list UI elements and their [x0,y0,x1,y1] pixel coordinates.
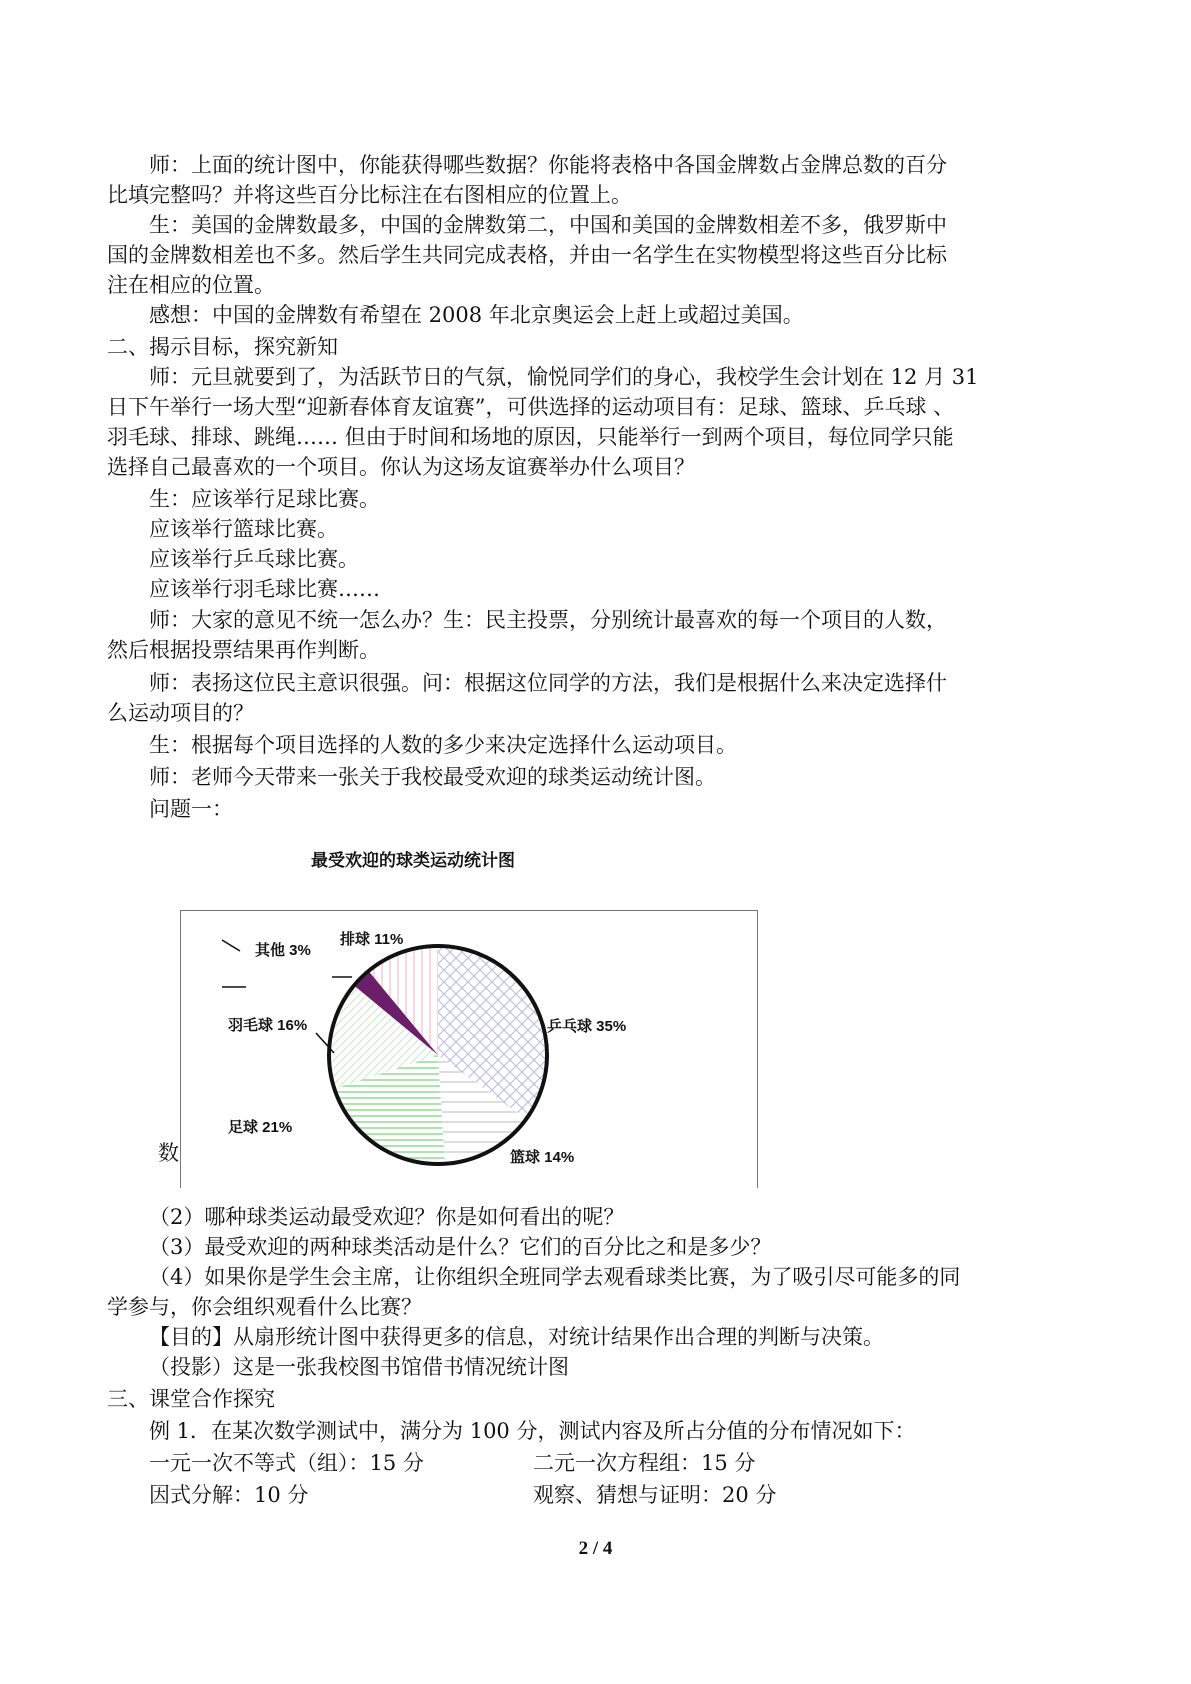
text-line: 应该举行篮球比赛。 [149,517,338,541]
text-line: 日下午举行一场大型“迎新春体育友谊赛”，可供选择的运动项目有：足球、篮球、乒乓球 、 [107,395,955,419]
text-line: （投影）这是一张我校图书馆借书情况统计图 [149,1355,569,1379]
text-line: 例 1．在某次数学测试中，满分为 100 分，测试内容及所占分值的分布情况如下： [149,1419,916,1443]
section-heading: 二、揭示目标，探究新知 [107,335,338,359]
text-line: 二元一次方程组：15 分 [533,1451,756,1475]
text-line: 比填完整吗？并将这些百分比标注在右图相应的位置上。 [107,183,632,207]
text-line: 师：元旦就要到了，为活跃节日的气氛，愉悦同学们的身心，我校学生会计划在 12 月 31 [149,365,979,389]
text-line: 师：表扬这位民主意识很强。问：根据这位同学的方法，我们是根据什么来决定选择什 [149,671,947,695]
occluded-question-1 [160,1188,760,1202]
text-line: 数 [158,1141,179,1165]
text-line: （4）如果你是学生会主席，让你组织全班同学去观看球类比赛，为了吸引尽可能多的同 [149,1265,961,1289]
text-line: 学参与，你会组织观看什么比赛？ [107,1295,422,1319]
page-number: 2 / 4 [578,1538,613,1559]
text-line: 师：老师今天带来一张关于我校最受欢迎的球类运动统计图。 [149,765,716,789]
label-pingpong: 乒乓球 35% [547,1018,627,1035]
label-basketball: 篮球 14% [510,1149,575,1166]
text-line: 因式分解：10 分 [149,1483,309,1507]
label-badminton: 羽毛球 16% [228,1017,308,1034]
text-line: 注在相应的位置。 [107,273,275,297]
text-line: 生：应该举行足球比赛。 [149,487,380,511]
text-line: 应该举行羽毛球比赛…… [149,577,380,601]
text-line: 【目的】从扇形统计图中获得更多的信息，对统计结果作出合理的判断与决策。 [149,1325,884,1349]
text-line: 应该举行乒乓球比赛。 [149,547,359,571]
text-line: 生：根据每个项目选择的人数的多少来决定选择什么运动项目。 [149,733,737,757]
text-line: 生：美国的金牌数最多，中国的金牌数第二，中国和美国的金牌数相差不多，俄罗斯中 [149,213,947,237]
label-volleyball: 排球 11% [340,931,404,948]
text-line: （3）最受欢迎的两种球类活动是什么？它们的百分比之和是多少？ [149,1235,772,1259]
text-line: 国的金牌数相差也不多。然后学生共同完成表格，并由一名学生在实物模型将这些百分比标 [107,243,947,267]
label-other: 其他 3% [255,942,311,959]
section-heading: 三、课堂合作探究 [107,1387,275,1411]
text-line: 么运动项目的？ [107,701,254,725]
text-line: 感想：中国的金牌数有希望在 2008 年北京奥运会上赶上或超过美国。 [149,303,804,327]
pie-chart [180,910,758,1198]
text-line: 然后根据投票结果再作判断。 [107,638,380,662]
text-line: 问题一： [149,797,233,821]
text-line: 一元一次不等式（组）：15 分 [149,1451,424,1475]
text-line: 羽毛球、排球、跳绳…… 但由于时间和场地的原因，只能举行一到两个项目，每位同学只能 [107,425,954,449]
chart-title: 最受欢迎的球类运动统计图 [311,851,515,871]
label-football: 足球 21% [228,1119,293,1136]
text-line: 师：大家的意见不统一怎么办？生：民主投票，分别统计最喜欢的每一个项目的人数， [149,608,947,632]
text-line: （2）哪种球类运动最受欢迎？你是如何看出的呢？ [149,1205,625,1229]
text-line: 观察、猜想与证明：20 分 [533,1483,777,1507]
text-line: 师：上面的统计图中，你能获得哪些数据？你能将表格中各国金牌数占金牌总数的百分 [149,153,947,177]
text-line: 选择自己最喜欢的一个项目。你认为这场友谊赛举办什么项目？ [107,455,695,479]
